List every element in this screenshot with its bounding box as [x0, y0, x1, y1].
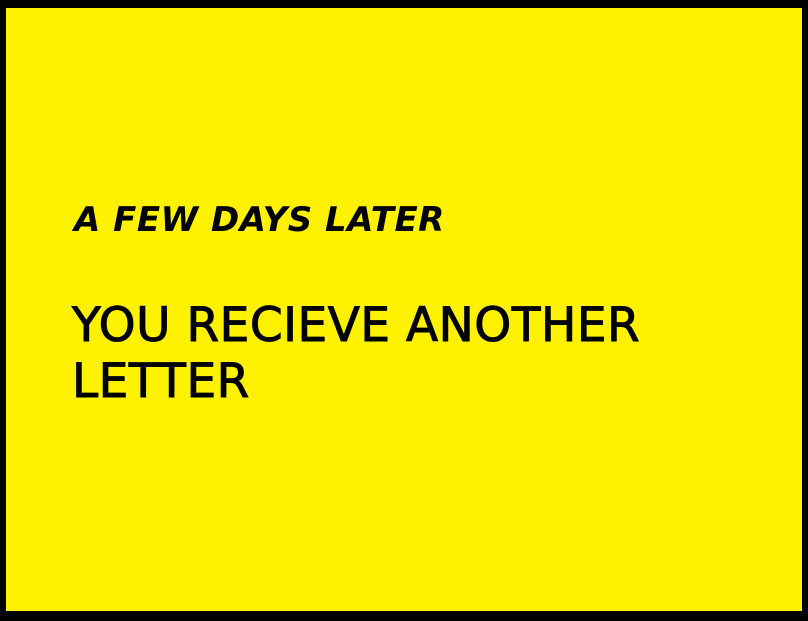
panel-message-line: YOU RECIEVE ANOTHER	[72, 298, 641, 353]
panel-message	[72, 298, 692, 410]
panel-caption: A FEW DAYS LATER	[74, 200, 445, 240]
comic-panel	[5, 7, 803, 612]
panel-message-line: LETTER	[72, 354, 250, 409]
